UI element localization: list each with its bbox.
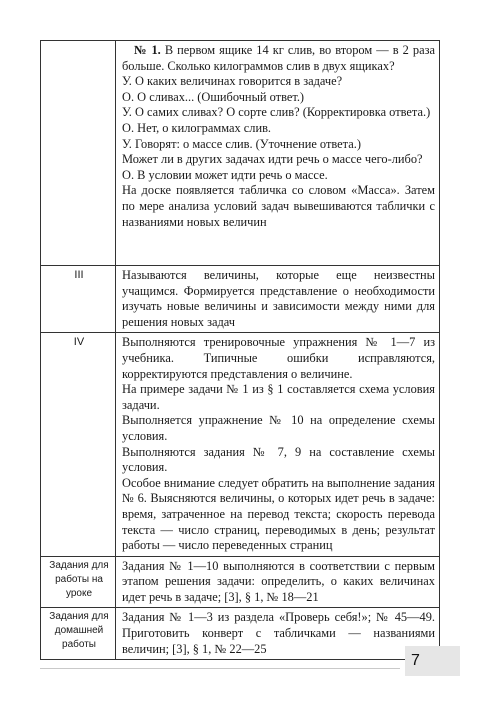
lesson-plan-table	[40, 40, 440, 660]
stage-cell: III	[41, 266, 116, 333]
stage-cell: Задания для работы на уроке	[41, 556, 116, 608]
paragraph: Называются величины, которые еще неизвестны учащимся. Формируется представление о необходимости изучать новые величины и зависимости между ними для решения новых задач	[122, 268, 435, 329]
table-row	[41, 41, 440, 266]
dialogue-line: У. Говорят: о массе слив. (Уточнение ответа.)	[122, 136, 361, 151]
dialogue-line: У. О самих сливах? О сорте слив? (Корректировка ответа.)	[122, 105, 431, 120]
task-text: В первом ящике 14 кг слив, во втором — в 2 раза больше. Сколько килограммов слив в двух ящиках?	[122, 43, 436, 73]
stage-cell: IV	[41, 333, 116, 556]
content-cell	[116, 333, 440, 556]
paragraph: Выполняются задания № 7, 9 на составление схемы условия.	[122, 444, 435, 475]
page-number: 7	[405, 646, 460, 676]
paragraph: Задания № 1—3 из раздела «Проверь себя!»; № 45—49. Приготовить конверт с табличками — названиями величин; [3], § 1, № 22—25	[122, 610, 435, 656]
task-number: № 1.	[134, 43, 161, 57]
stage-cell: Задания для домашней работы	[41, 608, 116, 660]
dialogue-line: У. О каких величинах говорится в задаче?	[122, 74, 343, 89]
content-cell	[116, 266, 440, 333]
table-row	[41, 556, 440, 608]
dialogue-line: О. Нет, о килограммах слив.	[122, 120, 272, 135]
dialogue-line: На доске появляется табличка со словом «Масса». Затем по мере анализа условий задач вывешиваются таблички с названиями новых величин	[122, 183, 435, 229]
table-row	[41, 333, 440, 556]
table-row	[41, 608, 440, 660]
dialogue-line: О. В условии может идти речь о массе.	[122, 167, 328, 182]
table-row	[41, 266, 440, 333]
content-cell	[116, 556, 440, 608]
paragraph: Задания № 1—10 выполняются в соответствии с первым этапом решения задачи: определить, о каких величинах идет речь в задаче; [3], § 1, № 18—21	[122, 558, 435, 604]
dialogue-line: О. О сливах... (Ошибочный ответ.)	[122, 89, 305, 104]
paragraph: Выполняется упражнение № 10 на определение схемы условия.	[122, 413, 435, 443]
content-cell	[116, 608, 440, 660]
paragraph: Особое внимание следует обратить на выполнение задания № 6. Выясняются величины, о которых идет речь в задаче: время, затраченное на перевод текста; скорость перевода текста — число страниц, переводимых в день; результат работы — число переведенных страниц	[122, 475, 435, 553]
stage-cell	[41, 41, 116, 266]
content-cell	[116, 41, 440, 266]
paragraph: Выполняются тренировочные упражнения № 1—7 из учебника. Типичные ошибки исправляются, корректируются представления о величине.	[122, 335, 435, 381]
dialogue-line: Может ли в других задачах идти речь о массе чего-либо?	[122, 152, 423, 167]
footer-divider	[40, 668, 400, 669]
task-paragraph	[122, 43, 435, 74]
paragraph: На примере задачи № 1 из § 1 составляется схема условия задачи.	[122, 382, 435, 412]
